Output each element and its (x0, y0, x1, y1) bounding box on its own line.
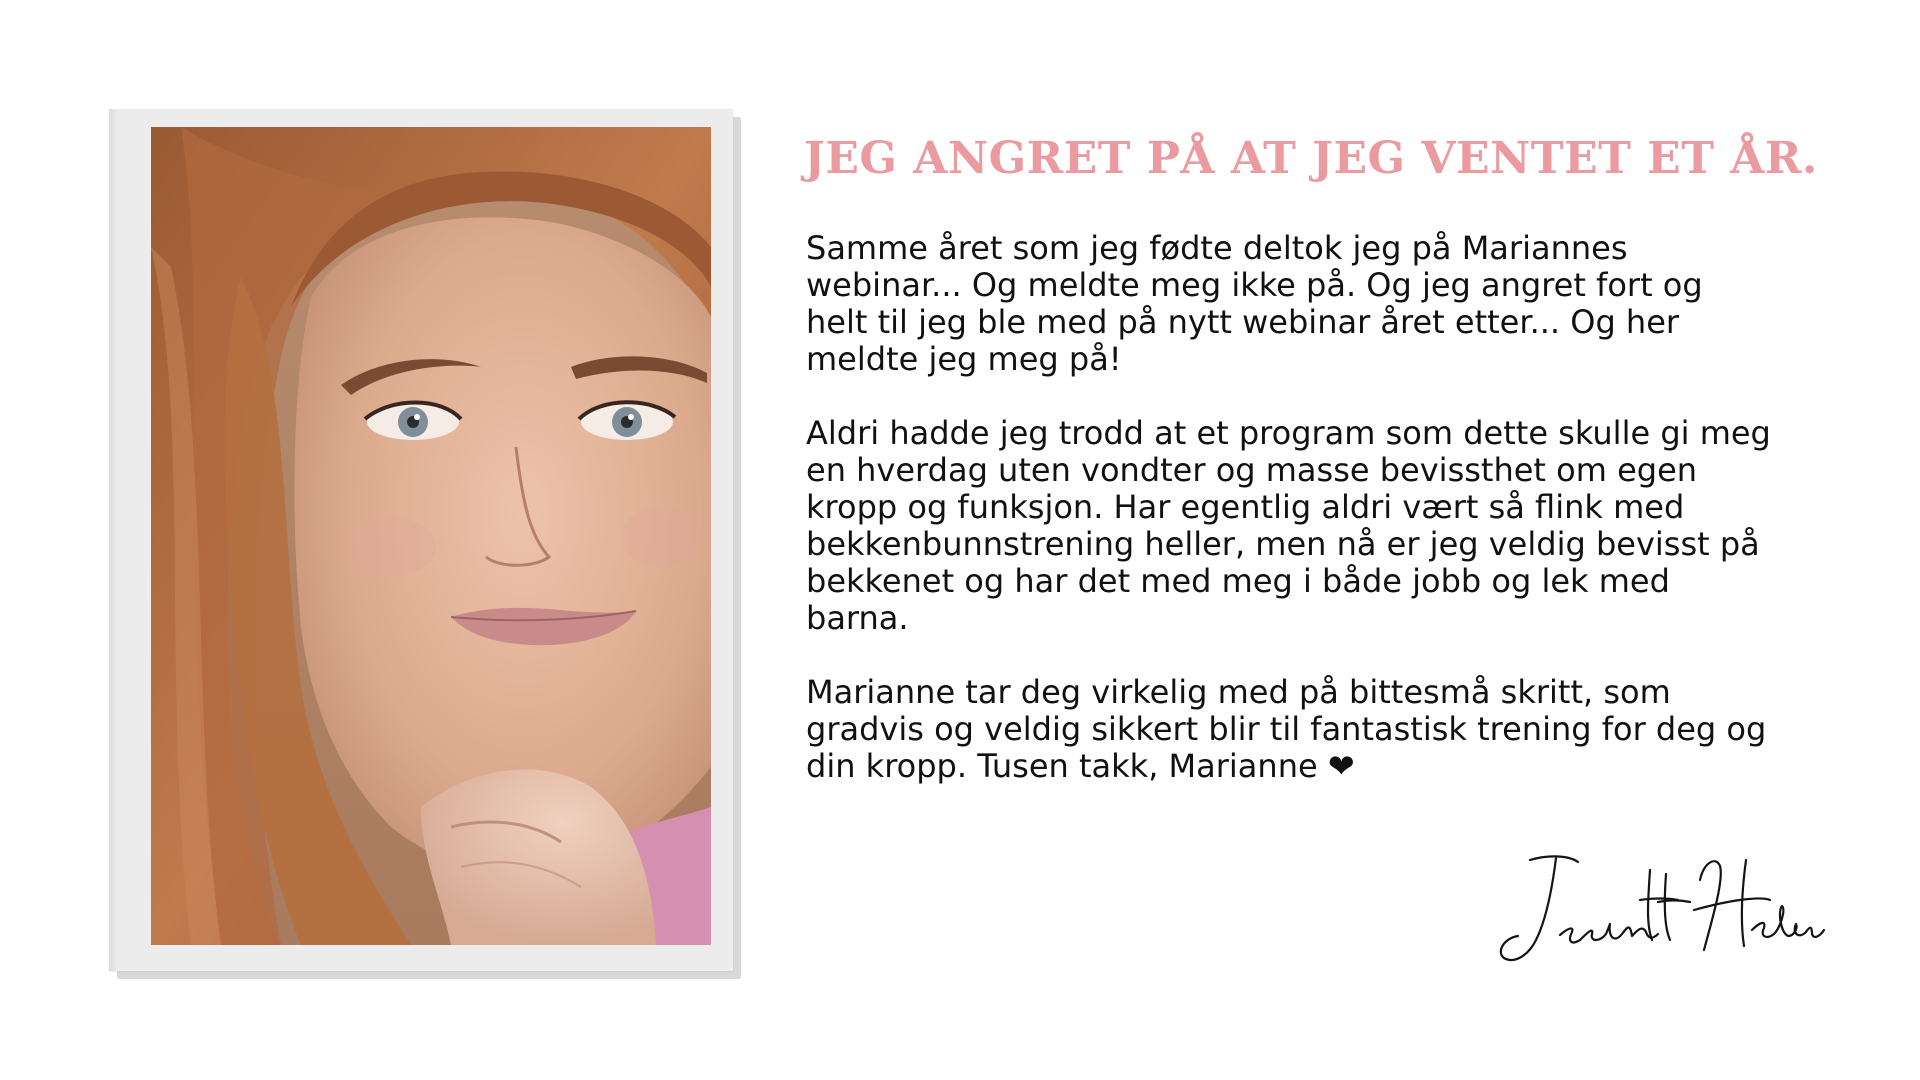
photo-frame-spine (109, 109, 119, 971)
signature-drawing (1490, 840, 1830, 980)
testimonial-body (806, 230, 1806, 822)
testimonial-paragraph: Samme året som jeg fødte deltok jeg på Mariannes webinar... Og meldte meg ikke på. Og jeg angret fort og helt til jeg ble med på nytt webinar året etter... Og her meldte jeg meg på! (806, 229, 1703, 378)
portrait-illustration (151, 127, 711, 945)
testimonial-paragraph: Marianne tar deg virkelig med på bittesmå skritt, som gradvis og veldig sikkert blir til fantastisk trening for deg og din kropp. Tusen takk, Marianne ❤ (806, 673, 1767, 785)
testimonial-headline: JEG ANGRET PÅ AT JEG VENTET ET ÅR. (804, 133, 1818, 184)
signature (1490, 840, 1830, 980)
testimonial-paragraph: Aldri hadde jeg trodd at et program som dette skulle gi meg en hverdag uten vondter og masse bevissthet om egen kropp og funksjon. Har egentlig aldri vært så flink med bekkenbunnstrening heller, men nå er jeg veldig bevisst på bekkenet og har det med meg i både jobb og lek med barna. (806, 414, 1771, 637)
portrait-photo (151, 127, 711, 945)
